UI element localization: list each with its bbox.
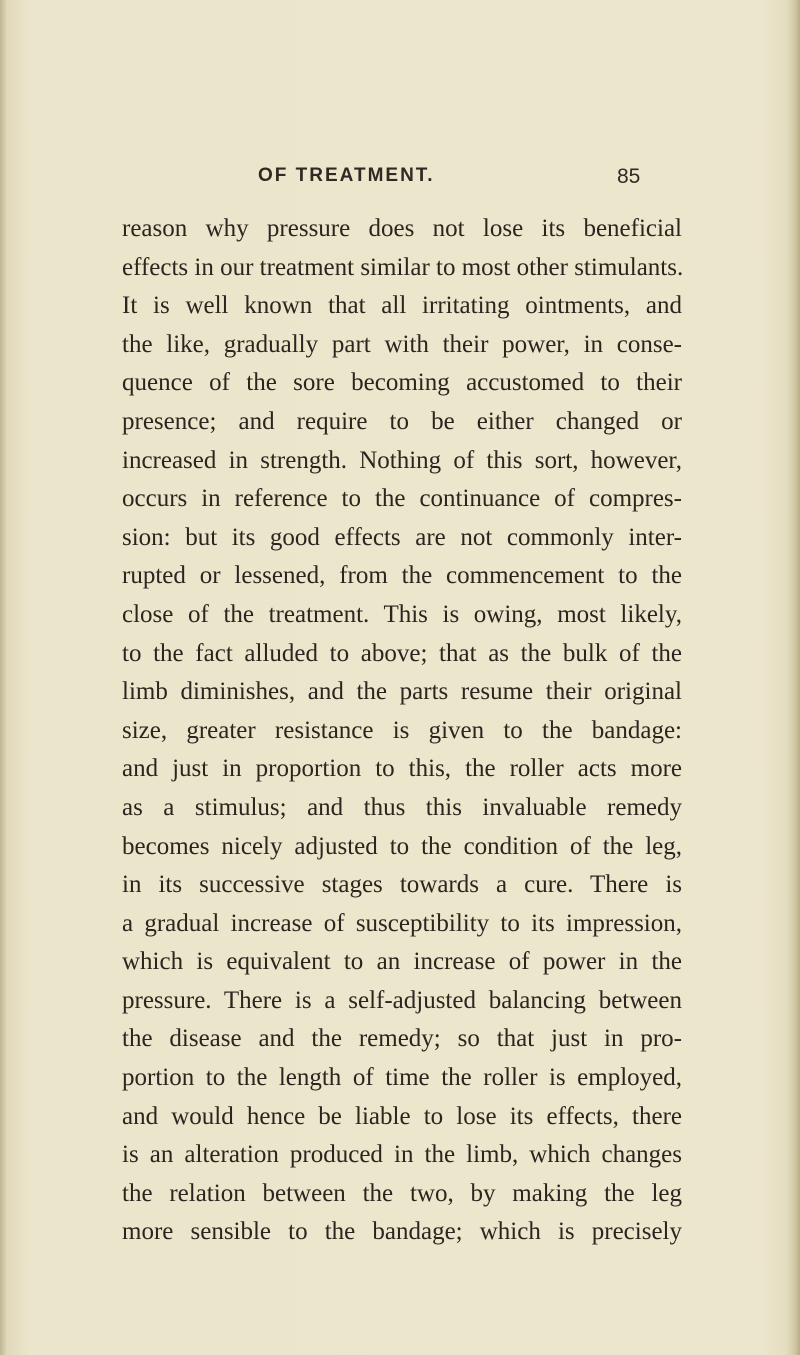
text-line: which is equivalent to an increase of power in the — [122, 948, 682, 976]
text-line: limb diminishes, and the parts resume their original — [122, 678, 682, 706]
text-line: the like, gradually part with their power, in conse- — [122, 330, 682, 358]
text-line: increased in strength. Nothing of this sort, however, — [122, 446, 682, 474]
text-line: rupted or lessened, from the commencement to the — [122, 562, 682, 590]
text-line: the relation between the two, by making the leg — [122, 1179, 682, 1207]
running-head: OF TREATMENT. — [258, 165, 435, 186]
text-line: as a stimulus; and thus this invaluable remedy — [122, 793, 682, 821]
text-line: pressure. There is a self-adjusted balancing between — [122, 986, 682, 1014]
text-line: portion to the length of time the roller is employed, — [122, 1064, 682, 1092]
text-line: is an alteration produced in the limb, which changes — [122, 1141, 682, 1169]
text-line: sion: but its good effects are not commonly inter- — [122, 523, 682, 551]
page-number: 85 — [617, 165, 641, 188]
page-header — [0, 165, 800, 195]
text-line: and just in proportion to this, the roller acts more — [122, 755, 682, 783]
text-line: close of the treatment. This is owing, most likely, — [122, 600, 682, 628]
text-line: to the fact alluded to above; that as the bulk of the — [122, 639, 682, 667]
text-line: It is well known that all irritating ointments, and — [122, 292, 682, 320]
text-line: in its successive stages towards a cure. There is — [122, 871, 682, 899]
text-line: a gradual increase of susceptibility to its impression, — [122, 909, 682, 937]
text-line: occurs in reference to the continuance of compres- — [122, 485, 682, 513]
text-line: size, greater resistance is given to the bandage: — [122, 716, 682, 744]
text-line: presence; and require to be either changed or — [122, 407, 682, 435]
page-left-edge — [0, 0, 8, 1355]
page-right-edge — [786, 0, 800, 1355]
text-line: and would hence be liable to lose its effects, there — [122, 1102, 682, 1130]
text-line: the disease and the remedy; so that just in pro- — [122, 1025, 682, 1053]
text-line: more sensible to the bandage; which is precisely — [122, 1218, 682, 1246]
text-line: effects in our treatment similar to most other stimulants. — [122, 253, 684, 281]
body-text — [122, 210, 682, 1252]
text-line: reason why pressure does not lose its beneficial — [122, 215, 682, 242]
text-line: quence of the sore becoming accustomed to their — [122, 369, 682, 397]
text-line: becomes nicely adjusted to the condition of the leg, — [122, 832, 682, 860]
